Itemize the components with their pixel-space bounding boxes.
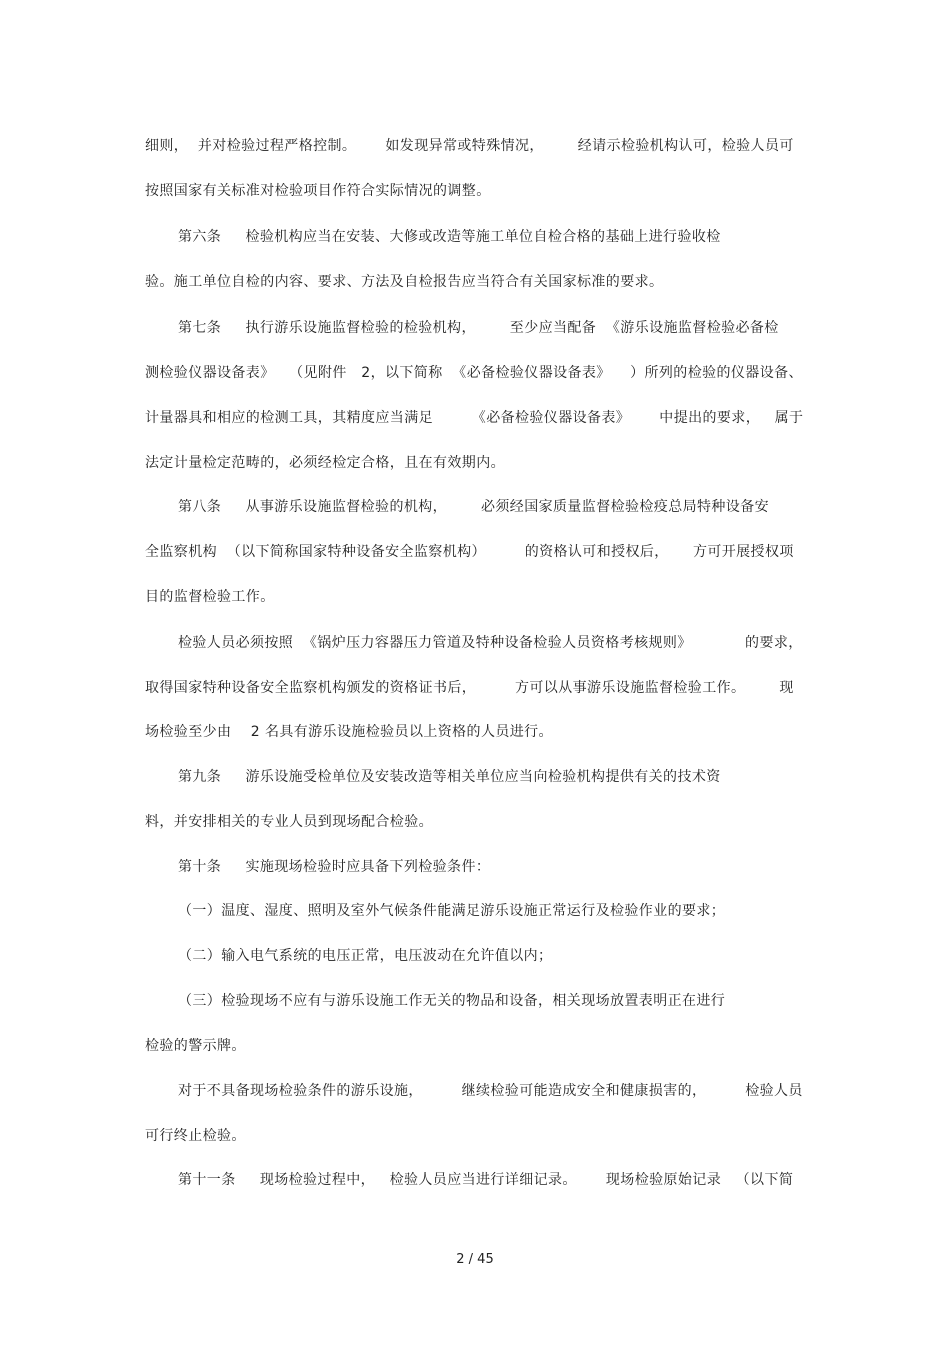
- article-11-heading-line: 第十一条 现场检验过程中， 检验人员应当进行详细记录。 现场检验原始记录 （以下简: [178, 1172, 794, 1188]
- page-number: 2 / 45: [456, 1252, 494, 1267]
- list-item-2: （二）输入电气系统的电压正常，电压波动在允许值以内；: [178, 948, 553, 964]
- list-item-3: （三）检验现场不应有与游乐设施工作无关的物品和设备，相关现场放置表明正在进行: [178, 993, 726, 1009]
- body-text-line: 场检验至少由 2 名具有游乐设施检验员以上资格的人员进行。: [145, 724, 553, 740]
- article-9-heading-line: 第九条 游乐设施受检单位及安装改造等相关单位应当向检验机构提供有关的技术资: [178, 769, 721, 785]
- body-text-line: 检验的警示牌。: [145, 1038, 246, 1054]
- article-7-heading-line: 第七条 执行游乐设施监督检验的检验机构， 至少应当配备 《游乐设施监督检验必备检: [178, 320, 779, 336]
- body-text-line: 可行终止检验。: [145, 1128, 246, 1144]
- body-text-line: 目的监督检验工作。: [145, 589, 275, 605]
- list-item-1: （一）温度、湿度、照明及室外气候条件能满足游乐设施正常运行及检验作业的要求；: [178, 903, 726, 919]
- paragraph-start-line: 检验人员必须按照 《锅炉压力容器压力管道及特种设备检验人员资格考核规则》 的要求，: [178, 635, 803, 651]
- body-text-line: 法定计量检定范畴的，必须经检定合格，且在有效期内。: [145, 455, 505, 471]
- paragraph-start-line: 对于不具备现场检验条件的游乐设施， 继续检验可能造成安全和健康损害的， 检验人员: [178, 1083, 803, 1099]
- article-8-heading-line: 第八条 从事游乐设施监督检验的机构， 必须经国家质量监督检验检疫总局特种设备安: [178, 499, 769, 515]
- body-text-line: 取得国家特种设备安全监察机构颁发的资格证书后， 方可以从事游乐设施监督检验工作。 现: [145, 680, 794, 696]
- body-text-line: 按照国家有关标准对检验项目作符合实际情况的调整。: [145, 183, 491, 199]
- body-text-line: 计量器具和相应的检测工具，其精度应当满足 《必备检验仪器设备表》 中提出的要求， 属于: [145, 410, 804, 426]
- article-10-heading-line: 第十条 实施现场检验时应具备下列检验条件：: [178, 859, 491, 875]
- body-text-line: 料，并安排相关的专业人员到现场配合检验。: [145, 814, 433, 830]
- body-text-line: 测检验仪器设备表》 （见附件 2，以下简称 《必备检验仪器设备表》 ）所列的检验的仪器设备、: [145, 365, 803, 381]
- body-text-line: 细则， 并对检验过程严格控制。 如发现异常或特殊情况， 经请示检验机构认可，检验人员可: [145, 138, 794, 154]
- body-text-line: 验。施工单位自检的内容、要求、方法及自检报告应当符合有关国家标准的要求。: [145, 274, 664, 290]
- body-text-line: 全监察机构 （以下简称国家特种设备安全监察机构） 的资格认可和授权后， 方可开展授权项: [145, 544, 794, 560]
- article-6-heading-line: 第六条 检验机构应当在安装、大修或改造等施工单位自检合格的基础上进行验收检: [178, 229, 721, 245]
